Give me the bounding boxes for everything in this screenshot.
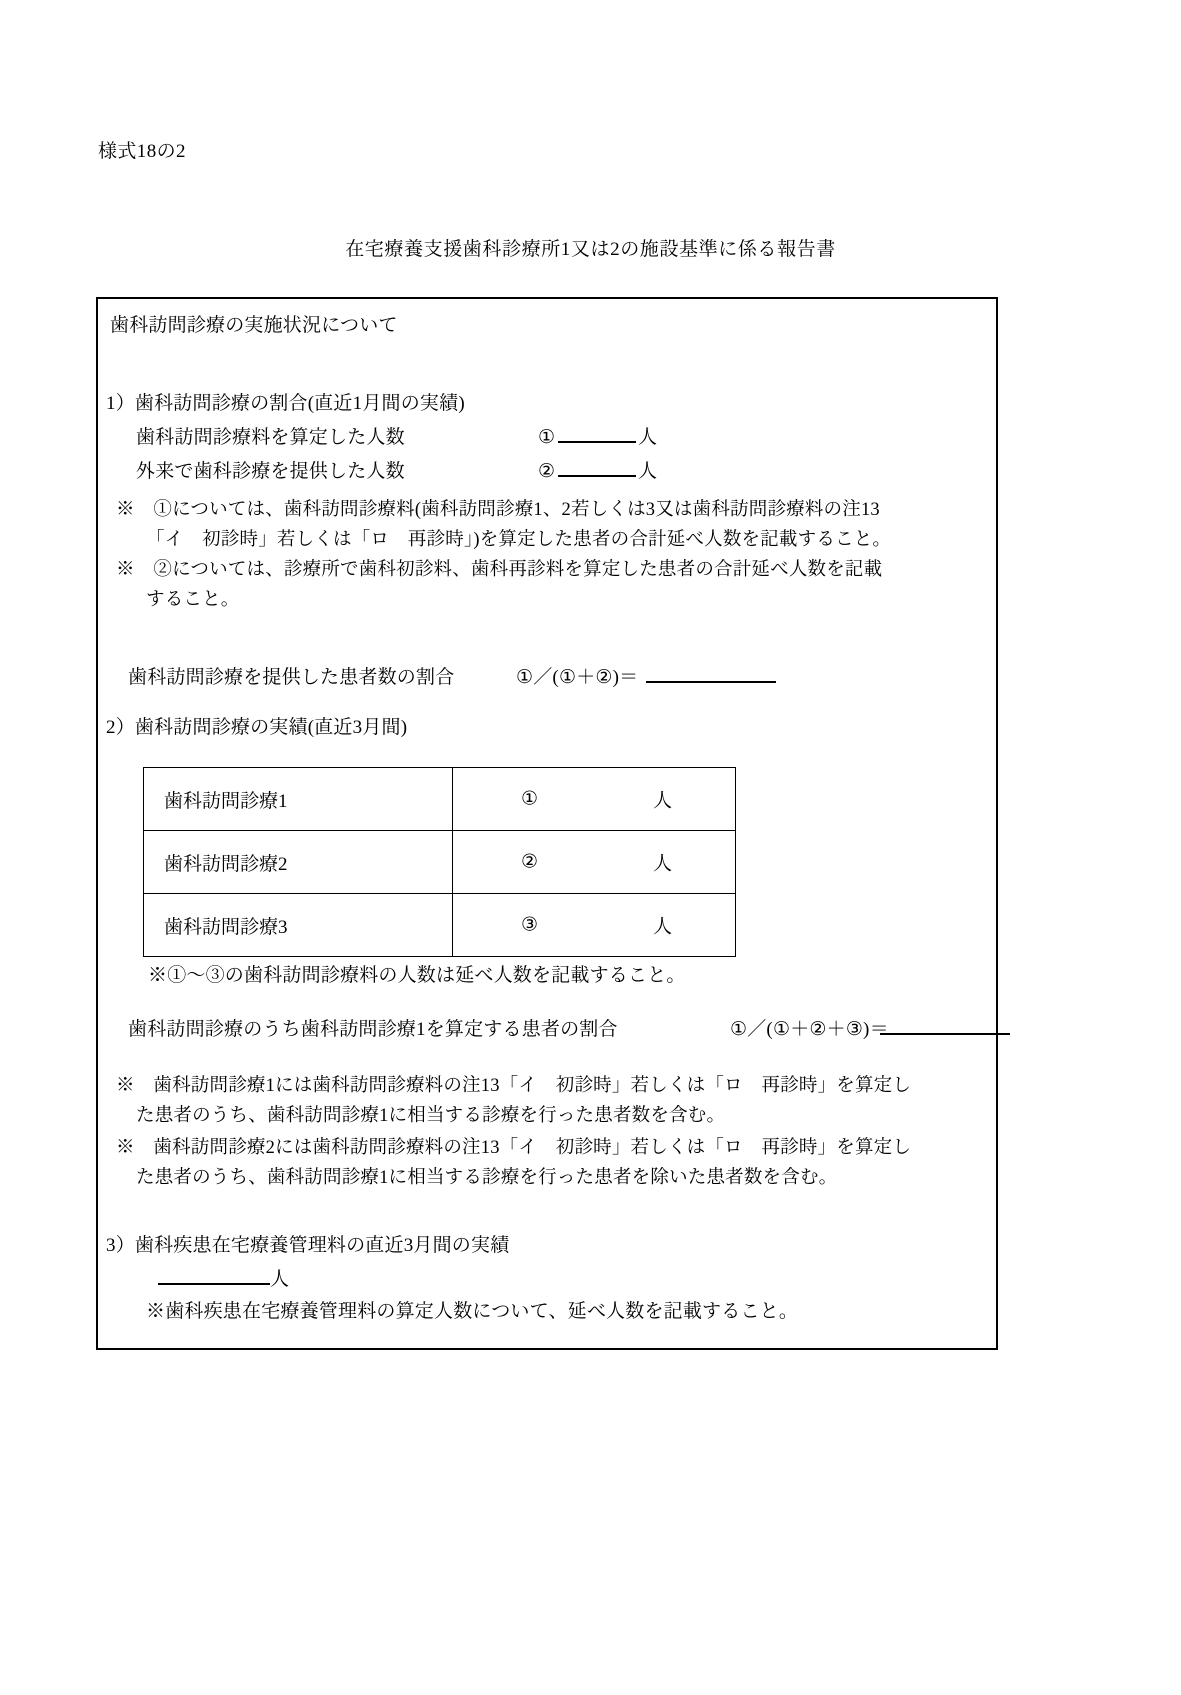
section2-ratio-formula: ①／(①＋②＋③)＝ xyxy=(730,1019,889,1040)
table-cell-label: 歯科訪問診療2 xyxy=(144,831,453,894)
table-cell-unit: 人 xyxy=(653,916,673,938)
section1-field2-unit: 人 xyxy=(638,461,658,482)
box-heading: 歯科訪問診療の実施状況について xyxy=(110,315,398,336)
section1-field1-label: 歯科訪問診療料を算定した人数 xyxy=(136,427,405,448)
section1-note1-line2: 「イ 初診時」若しくは「ロ 再診時」)を算定した患者の合計延べ人数を記載すること。 xyxy=(146,530,892,550)
section3-field-input[interactable] xyxy=(158,1265,270,1295)
table-cell-unit: 人 xyxy=(653,853,673,875)
table-cell-value[interactable] xyxy=(453,768,736,831)
section1-field1-mark: ① xyxy=(538,427,556,448)
section2-heading: 2）歯科訪問診療の実績(直近3月間) xyxy=(106,717,408,738)
section2-ratio-label: 歯科訪問診療のうち歯科訪問診療1を算定する患者の割合 xyxy=(128,1019,618,1040)
section2-note1-line1: ※ 歯科訪問診療1には歯科訪問診療料の注13「イ 初診時」若しくは「ロ 再診時」を算定し xyxy=(116,1076,912,1096)
table-row xyxy=(144,831,736,894)
section1-note1-line1: ※ ①については、歯科訪問診療料(歯科訪問診療1、2若しくは3又は歯科訪問診療料の注13 xyxy=(116,500,880,520)
section3-note: ※歯科疾患在宅療養管理料の算定人数について、延べ人数を記載すること。 xyxy=(146,1301,799,1322)
table-row xyxy=(144,768,736,831)
table-row xyxy=(144,894,736,957)
section1-ratio-label: 歯科訪問診療を提供した患者数の割合 xyxy=(128,667,455,688)
table-cell-mark: ① xyxy=(521,788,539,810)
table-cell-value[interactable] xyxy=(453,894,736,957)
section1-field2-input[interactable] xyxy=(558,457,636,487)
table-cell-mark: ③ xyxy=(521,914,539,936)
section2-table-note: ※①～③の歯科訪問診療料の人数は延べ人数を記載すること。 xyxy=(148,965,686,986)
section2-note1-line2: た患者のうち、歯科訪問診療1に相当する診療を行った患者数を含む。 xyxy=(136,1106,726,1126)
section1-ratio-input[interactable] xyxy=(646,663,776,693)
table-cell-value[interactable] xyxy=(453,831,736,894)
section3-heading: 3）歯科疾患在宅療養管理料の直近3月間の実績 xyxy=(106,1235,510,1256)
section1-heading: 1）歯科訪問診療の割合(直近1月間の実績) xyxy=(106,393,465,414)
section2-ratio-input[interactable] xyxy=(880,1015,1010,1045)
table-cell-label: 歯科訪問診療3 xyxy=(144,894,453,957)
section1-ratio-formula: ①／(①＋②)＝ xyxy=(516,667,639,688)
section2-note2-line1: ※ 歯科訪問診療2には歯科訪問診療料の注13「イ 初診時」若しくは「ロ 再診時」を算定し xyxy=(116,1138,912,1158)
table-cell-mark: ② xyxy=(521,851,539,873)
section1-field1-unit: 人 xyxy=(638,427,658,448)
section3-field-unit: 人 xyxy=(270,1269,290,1290)
table-cell-label: 歯科訪問診療1 xyxy=(144,768,453,831)
page-title: 在宅療養支援歯科診療所1又は2の施設基準に係る報告書 xyxy=(345,239,836,260)
section1-field2-label: 外来で歯科診療を提供した人数 xyxy=(136,461,405,482)
performance-table xyxy=(143,767,736,957)
section1-field2-mark: ② xyxy=(538,461,556,482)
table-cell-unit: 人 xyxy=(653,790,673,812)
section1-field1-input[interactable] xyxy=(558,423,636,453)
form-number: 様式18の2 xyxy=(98,141,186,162)
section2-note2-line2: た患者のうち、歯科訪問診療1に相当する診療を行った患者を除いた患者数を含む。 xyxy=(136,1168,838,1188)
main-content-box xyxy=(96,297,998,1350)
section1-note2-line2: すること。 xyxy=(146,590,240,610)
section1-note2-line1: ※ ②については、診療所で歯科初診料、歯科再診料を算定した患者の合計延べ人数を記載 xyxy=(116,560,883,580)
